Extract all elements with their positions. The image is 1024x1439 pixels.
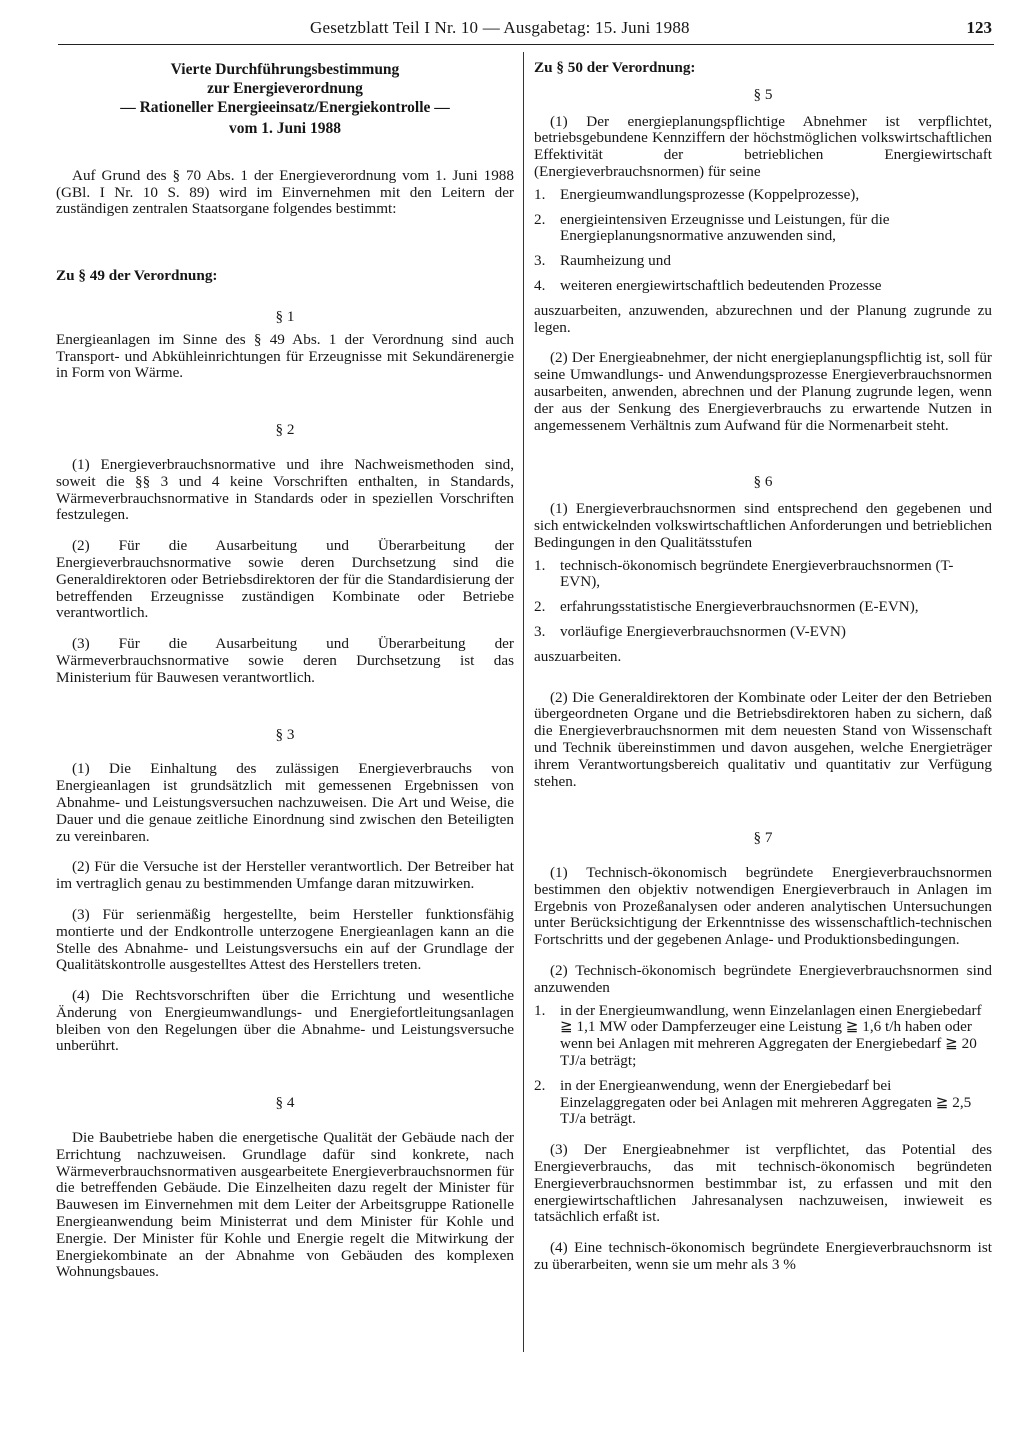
section-heading-49: Zu § 49 der Verordnung: [56, 267, 218, 285]
section-heading-50: Zu § 50 der Verordnung: [534, 59, 696, 76]
paragraph-5-clause-1-end: auszuarbeiten, anzuwenden, abzurechnen und der Planung zugrunde zu legen. [534, 301, 992, 336]
page-header [58, 14, 994, 45]
paragraph-title-5: § 5 [753, 85, 773, 103]
paragraph-3-clause-3: (3) Für serienmäßig hergestellte, beim Hersteller funktionsfähig montierte und der Endkontrolle unterzogene Energieanlagen kann an die Stelle des Abnahme- und Leistungsversuchs ein auf der Grundlage der Qualitätskontrolle ausgestelltes Attest des Herstellers treten. [56, 905, 514, 974]
list-item-text: energieintensiven Erzeugnisse und Leistungen, für die Energieplanungsnormative anzuwenden sind, [560, 210, 890, 245]
page-number: 123 [966, 18, 992, 37]
list-item-text: erfahrungsstatistische Energieverbrauchsnormen (E-EVN), [560, 598, 919, 616]
decree-title-line: Vierte Durchführungsbestimmung [170, 61, 400, 78]
paragraph-3-clause-4: (4) Die Rechtsvorschriften über die Errichtung und wesentliche Änderung von Energieumwandlungs- und Energiefortleitungsanlagen bleiben von den Regelungen über die Abnahme- und Leistungsversuche unberührt. [56, 987, 514, 1055]
list-item-number: 4. [534, 276, 546, 294]
list-item-text: in der Energieumwandlung, wenn Einzelanlagen einen Energiebedarf ≧ 1,1 MW oder Dampferzeuger eine Leistung ≧ 1,6 t/h haben oder wenn bei Anlagen mit mehreren Aggregaten der Energiebedarf ≧ 20 TJ/a beträgt; [560, 1001, 982, 1070]
paragraph-6-clause-1-end: auszuarbeiten. [534, 647, 622, 665]
paragraph-title-2: § 2 [275, 421, 295, 439]
paragraph-2-clause-3: (3) Für die Ausarbeitung und Überarbeitung der Wärmeverbrauchsnormative sowie deren Durchsetzung ist das Ministerium für Bauwesen verantwortlich. [56, 635, 514, 686]
paragraph-3-clause-1: (1) Die Einhaltung des zulässigen Energieverbrauchs von Energieanlagen ist grundsätzlich mit gemessenen Ergebnissen von Abnahme- und Leistungsversuchen nachzuweisen. Die Art und Weise, die Dauer und die genaue zeitliche Einordnung sind zwischen den Beteiligten zu vereinbaren. [56, 760, 514, 845]
list-item [534, 212, 992, 246]
paragraph-6-list [534, 558, 992, 641]
paragraph-7-list [534, 1003, 992, 1129]
right-column [534, 60, 992, 1274]
list-item-text: Energieumwandlungsprozesse (Koppelprozesse), [560, 185, 860, 203]
paragraph-title-6: § 6 [753, 473, 773, 491]
paragraph-5-clause-2: (2) Der Energieabnehmer, der nicht energieplanungspflichtig ist, soll für seine Umwandlungs- und Anwendungsprozesse Energieverbrauchsnormen ausarbeiten, anwenden, abrechnen und der Planung zugrunde legen, wenn der aus der Senkung des Energieverbrauchs zu erwartende Nutzen in angemessenem Verhältnis zum Aufwand für die Normenarbeit steht. [534, 349, 992, 434]
list-item [534, 599, 992, 616]
list-item-number: 1. [534, 1001, 546, 1019]
list-item-number: 1. [534, 556, 546, 574]
list-item [534, 1078, 992, 1128]
list-item [534, 187, 992, 204]
paragraph-3-clause-2: (2) Für die Versuche ist der Hersteller verantwortlich. Der Betreiber hat im vertraglich genau zu bestimmenden Umfange daran mitzuwirken. [56, 858, 514, 893]
paragraph-title-3: § 3 [275, 725, 295, 743]
paragraph-7-clause-2: (2) Technisch-ökonomisch begründete Energieverbrauchsnormen sind anzuwenden [534, 962, 992, 996]
paragraph-title-4: § 4 [275, 1094, 295, 1112]
paragraph-6-clause-1: (1) Energieverbrauchsnormen sind entsprechend den gegebenen und sich entwickelnden volkswirtschaftlichen Anforderungen und betrieblichen Bedingungen in den Qualitätsstufen [534, 500, 992, 551]
paragraph-7-clause-4: (4) Eine technisch-ökonomisch begründete Energieverbrauchsnorm ist zu überarbeiten, wenn sie um mehr als 3 % [534, 1239, 992, 1274]
decree-title-line: — Rationeller Energieeinsatz/Energiekontrolle — [120, 99, 450, 116]
paragraph-6-clause-2: (2) Die Generaldirektoren der Kombinate oder Leiter der den Betrieben übergeordneten Organe und die Betriebsdirektoren haben zu sichern, daß die Energieverbrauchsnormen mit dem neuesten Stand von Wissenschaft und Technik übereinstimmen und davon ausgehen, welche Energieträger ihrem Verantwortungsbereich qualitativ und quantitativ zur Verfügung stehen. [534, 688, 992, 790]
list-item-number: 3. [534, 622, 546, 640]
list-item-text: in der Energieanwendung, wenn der Energiebedarf bei Einzelaggregaten oder bei Anlagen mit mehreren Aggregaten ≧ 2,5 TJ/a beträgt. [560, 1076, 972, 1128]
list-item [534, 253, 992, 270]
decree-title [56, 60, 514, 117]
paragraph-7-clause-3: (3) Der Energieabnehmer ist verpflichtet, das Potential des Energieverbrauchs, das mit technisch-ökonomisch begründeten Energieverbrauchsnormen bestimmbar ist, zu erfassen und mit den energiewirtschaftlichen Jahresanalysen nachzuweisen, inwieweit es tatsächlich erfaßt ist. [534, 1141, 992, 1226]
paragraph-5-list [534, 187, 992, 295]
list-item-number: 2. [534, 1076, 546, 1094]
list-item-text: technisch-ökonomisch begründete Energieverbrauchsnormen (T-EVN), [560, 556, 954, 591]
paragraph-title-7: § 7 [753, 829, 773, 847]
paragraph-7-clause-1: (1) Technisch-ökonomisch begründete Energieverbrauchsnormen bestimmen den objektiv notwendigen Energieverbrauch in Anlagen im Ergebnis von Prozeßanalysen oder anderen analytischen Untersuchungen unter Berücksichtigung der Erkenntnisse des wissenschaftlich-technischen Fortschritts und der gegebenen Anlage- und Produktionsbedingungen. [534, 864, 992, 949]
decree-date: vom 1. Juni 1988 [229, 120, 341, 137]
list-item-number: 3. [534, 252, 546, 270]
list-item [534, 278, 992, 295]
left-column [56, 60, 514, 1281]
list-item-number: 2. [534, 210, 546, 228]
paragraph-4-text: Die Baubetriebe haben die energetische Qualität der Gebäude nach der Errichtung nachzuweisen. Grundlage dafür sind konkrete, nach Wärmeverbrauchsnormativen ausgearbeitete Energieverbrauchsnormen für die betreffenden Gebäude. Die Einzelheiten dazu regelt der Minister für Bauwesen im Einvernehmen mit dem Leiter der Arbeitsgruppe Rationelle Energieanwendung beim Ministerrat und dem Minister für Kohle und Energie. Der Minister für Kohle und Energie regelt die Mitwirkung der Energiekombinate an der Abnahme von Gebäuden des komplexen Wohnungsbaues. [56, 1129, 514, 1281]
list-item-text: vorläufige Energieverbrauchsnormen (V-EVN) [560, 622, 846, 640]
gazette-header-title: Gesetzblatt Teil I Nr. 10 — Ausgabetag: 15. Juni 1988 [310, 18, 690, 37]
list-item-text: Raumheizung und [560, 252, 671, 270]
paragraph-2-clause-1: (1) Energieverbrauchsnormative und ihre Nachweismethoden sind, soweit die §§ 3 und 4 keine Vorschriften enthalten, in Standards, Wärmeverbrauchsnormative in Standards oder in speziellen Vorschriften festzulegen. [56, 455, 514, 524]
paragraph-2-clause-2: (2) Für die Ausarbeitung und Überarbeitung der Energieverbrauchsnormative sowie deren Durchsetzung sind die Generaldirektoren oder Betriebsdirektoren der für die Standardisierung der betreffenden Erzeugnisse zuständigen Kombinate oder Betriebe verantwortlich. [56, 537, 514, 622]
paragraph-5-clause-1: (1) Der energieplanungspflichtige Abnehmer ist verpflichtet, betriebsgebundene Kennziffern der höchstmöglichen volkswirtschaftlichen Effektivität der betrieblichen Energiewirtschaft (Energieverbrauchsnormen) für seine [534, 112, 992, 180]
list-item-text: weiteren energiewirtschaftlich bedeutenden Prozesse [560, 276, 882, 294]
decree-title-line: zur Energieverordnung [207, 80, 363, 97]
column-divider [523, 52, 524, 1352]
list-item [534, 624, 992, 641]
list-item [534, 558, 992, 592]
list-item-number: 1. [534, 185, 546, 203]
preamble-paragraph: Auf Grund des § 70 Abs. 1 der Energieverordnung vom 1. Juni 1988 (GBl. I Nr. 10 S. 89) wird im Einvernehmen mit den Leitern der zuständigen zentralen Staatsorgane folgendes bestimmt: [56, 166, 514, 218]
paragraph-1-text: Energieanlagen im Sinne des § 49 Abs. 1 der Verordnung sind auch Transport- und Abkühleinrichtungen für Erzeugnisse mit Sekundärenergie in Form von Wärme. [56, 330, 514, 382]
paragraph-title-1: § 1 [275, 307, 295, 325]
list-item-number: 2. [534, 598, 546, 616]
list-item [534, 1003, 992, 1070]
